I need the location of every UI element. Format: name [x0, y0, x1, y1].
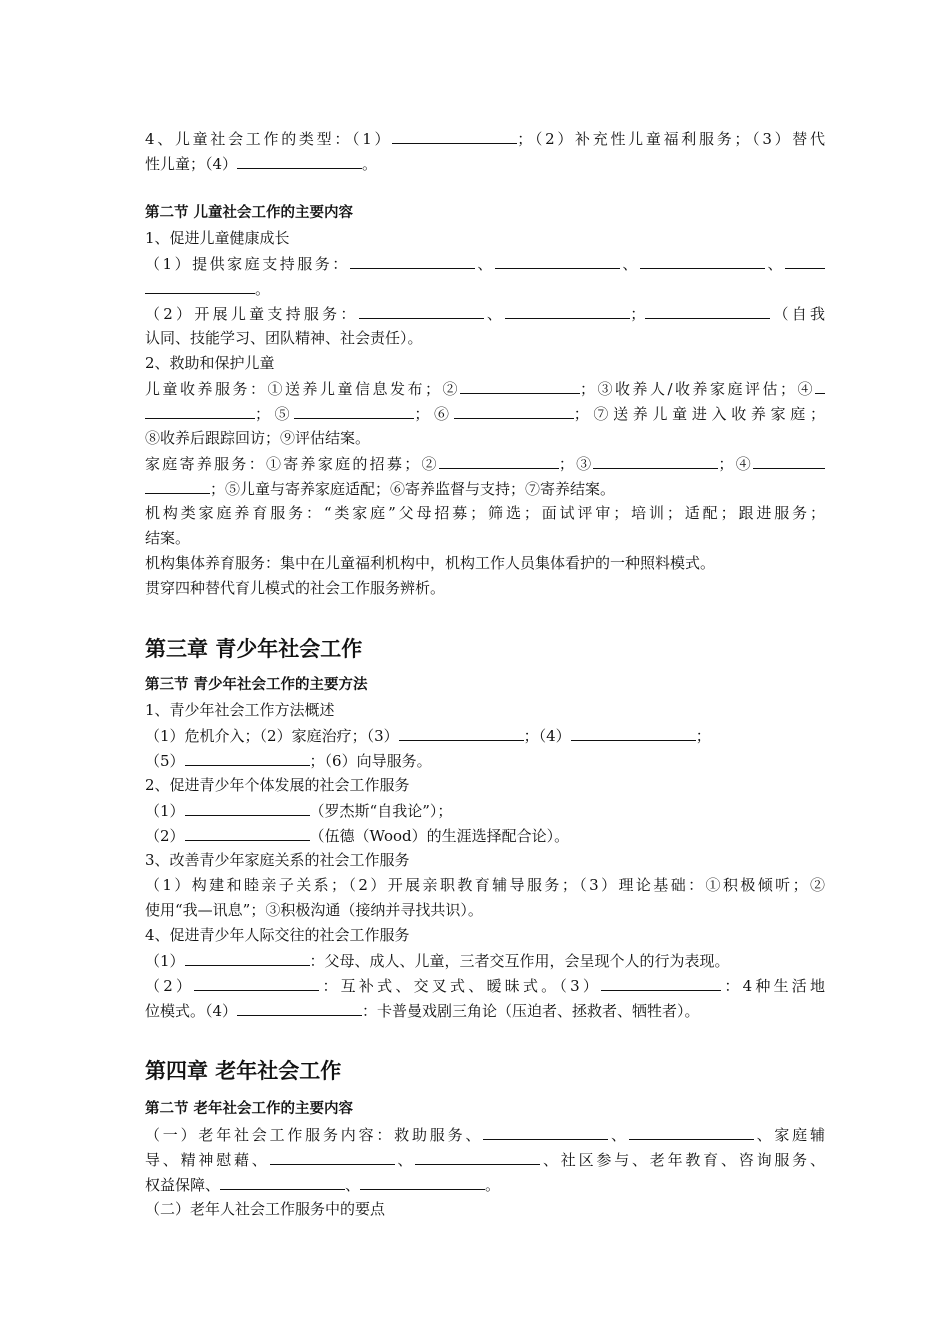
child-sw-types-line2: 性儿童；（4） 。	[145, 151, 825, 176]
heading-rescue-protect: 2、救助和保护儿童	[145, 354, 275, 372]
family-support-line2: 。	[145, 276, 825, 301]
foster-line2: ；⑤儿童与寄养家庭适配；⑥寄养监督与支持；⑦寄养结案。	[145, 476, 825, 501]
blank[interactable]	[237, 998, 362, 1016]
blank[interactable]	[460, 376, 580, 394]
blank[interactable]	[785, 251, 825, 269]
blank[interactable]	[185, 748, 310, 766]
blank[interactable]	[571, 723, 696, 741]
adoption-line3: ⑧收养后跟踪回访；⑨评估结案。	[145, 429, 371, 447]
blank[interactable]	[145, 476, 210, 494]
blank[interactable]	[194, 973, 319, 991]
heading-methods-overview: 1、青少年社会工作方法概述	[145, 701, 335, 719]
blank[interactable]	[294, 401, 414, 419]
child-support-line2: 认同、技能学习、团队精神、社会责任）。	[145, 329, 423, 347]
blank[interactable]	[220, 1172, 345, 1190]
blank[interactable]	[645, 301, 770, 319]
blank[interactable]	[145, 276, 255, 294]
elderly-services-line1: （一）老年社会工作服务内容：救助服务、 、 、家庭辅	[145, 1122, 825, 1147]
heading-individual-development: 2、促进青少年个体发展的社会工作服务	[145, 776, 410, 794]
blank[interactable]	[505, 301, 630, 319]
blank[interactable]	[145, 401, 255, 419]
individual-dev-item1: （1） （罗杰斯“自我论”）；	[145, 798, 825, 823]
blank[interactable]	[185, 823, 310, 841]
section-title-ch4-s2: 第二节 老年社会工作的主要内容	[145, 1101, 354, 1117]
heading-promote-growth: 1、促进儿童健康成长	[145, 229, 290, 247]
heading-family-relations: 3、改善青少年家庭关系的社会工作服务	[145, 851, 410, 869]
interpersonal-item2: （2） ：互补式、交叉式、暧昧式。（3） ：4种生活地	[145, 973, 825, 998]
blank[interactable]	[439, 451, 559, 469]
chapter-title-4: 第四章 老年社会工作	[145, 1059, 342, 1083]
methods-line2: （5） ；（6）向导服务。	[145, 748, 825, 773]
blank[interactable]	[601, 973, 721, 991]
blank[interactable]	[629, 1122, 754, 1140]
heading-interpersonal: 4、促进青少年人际交往的社会工作服务	[145, 926, 410, 944]
heading-elderly-key-points: （二）老年人社会工作服务中的要点	[145, 1200, 386, 1218]
section-title-ch3-s3: 第三节 青少年社会工作的主要方法	[145, 677, 368, 693]
institutional-family-line2: 结案。	[145, 529, 191, 547]
blank[interactable]	[753, 451, 825, 469]
adoption-line1: 儿童收养服务：①送养儿童信息发布；② ；③收养人/收养家庭评估；④	[145, 376, 825, 401]
interpersonal-item3: 位模式。（4） ：卡普曼戏剧三角论（压迫者、拯救者、牺牲者）。	[145, 998, 825, 1023]
blank[interactable]	[392, 126, 517, 144]
section-title-ch2-s2: 第二节 儿童社会工作的主要内容	[145, 205, 354, 221]
blank[interactable]	[270, 1147, 395, 1165]
blank[interactable]	[454, 401, 574, 419]
blank[interactable]	[359, 301, 484, 319]
blank[interactable]	[185, 798, 310, 816]
blank[interactable]	[640, 251, 765, 269]
foster-line1: 家庭寄养服务：①寄养家庭的招募；② ；③ ；④	[145, 451, 825, 476]
blank[interactable]	[399, 723, 524, 741]
child-sw-types-line1: 4、儿童社会工作的类型：（1） ；（2）补充性儿童福利服务；（3）替代	[145, 126, 825, 151]
family-relations-line1: （1）构建和睦亲子关系；（2）开展亲职教育辅导服务；（3）理论基础：①积极倾听；②	[145, 876, 825, 894]
blank[interactable]	[593, 451, 718, 469]
blank[interactable]	[360, 1172, 485, 1190]
blank[interactable]	[495, 251, 620, 269]
blank[interactable]	[815, 376, 825, 394]
blank[interactable]	[415, 1147, 540, 1165]
family-support-line1: （1）提供家庭支持服务： 、 、 、	[145, 251, 825, 276]
blank[interactable]	[483, 1122, 608, 1140]
elderly-services-line2: 导、精神慰藉、 、 、社区参与、老年教育、咨询服务、	[145, 1147, 825, 1172]
blank[interactable]	[237, 151, 362, 169]
substitute-care-analysis: 贯穿四种替代育儿模式的社会工作服务辨析。	[145, 579, 446, 597]
chapter-title-3: 第三章 青少年社会工作	[145, 637, 363, 661]
elderly-services-line3: 权益保障、 、 。	[145, 1172, 825, 1197]
child-support-line1: （2）开展儿童支持服务： 、 ； （自我	[145, 301, 825, 326]
family-relations-line2: 使用“我—讯息”；③积极沟通（接纳并寻找共识）。	[145, 901, 483, 919]
individual-dev-item2: （2） （伍德（Wood）的生涯选择配合论）。	[145, 823, 825, 848]
blank[interactable]	[185, 948, 310, 966]
adoption-line2: ；⑤ ；⑥ ；⑦送养儿童进入收养家庭；	[145, 401, 825, 426]
blank[interactable]	[350, 251, 475, 269]
methods-line1: （1）危机介入；（2）家庭治疗；（3） ；（4） ；	[145, 723, 825, 748]
interpersonal-item1: （1） ：父母、成人、儿童，三者交互作用，会呈现个人的行为表现。	[145, 948, 825, 973]
institutional-group-care: 机构集体养育服务：集中在儿童福利机构中，机构工作人员集体看护的一种照料模式。	[145, 554, 716, 572]
institutional-family-line1: 机构类家庭养育服务：“类家庭”父母招募；筛选；面试评审；培训；适配；跟进服务；	[145, 504, 825, 522]
